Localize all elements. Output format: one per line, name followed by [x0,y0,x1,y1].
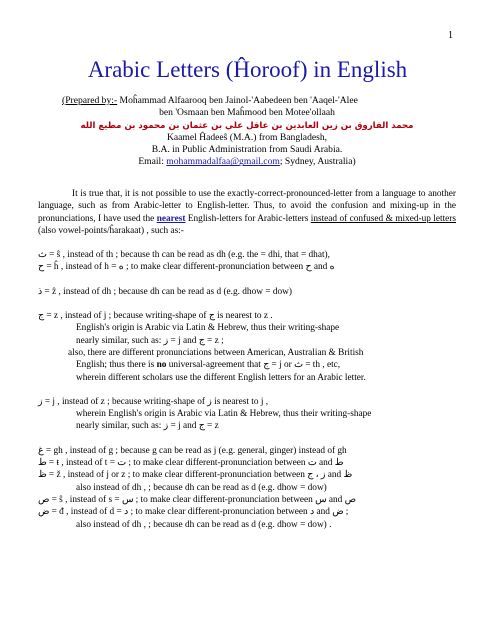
author-qualification-2: B.A. in Public Administration from Saudi Arabia. [151,144,343,156]
intro-text-1: It is true that, it is not possible to use the exactly-correct-pronounced-letter from a language to another language, such as from Arabic-letter to English-letter. Thus, to avoid the confusion and mixing-up in the pronunciations, I have used the [38,189,456,224]
note-no-agreement-1: English; thus there is [76,360,157,371]
letter-line-tha: ث = ŝ , instead of th ; because th can be read as dh (e.g. the = dhi, that = dhat), [38,250,330,261]
author-qualification-1: Kaamel Ĥadeeŝ (M.A.) from Bangladesh, [166,131,328,143]
letter-line-zaa: ظ = ž , instead of j or z ; to make clear different-pronunciation between ز ، ج and ظ [38,470,353,481]
letter-line-taa: ط = ŧ , instead of t = ت ; to make clear different-pronunciation between ت and ط [38,458,344,469]
note-such-as-2: nearly similar, such as: ز = j and ج = z [76,421,219,432]
letter-line-jeem: ج = z , instead of j ; because writing-shape of ج is nearest to z . [38,311,273,322]
location-text: ; Sydney, Australia) [279,156,356,168]
note-pronunciations: also, there are different pronunciations between American, Australian & British [68,347,364,358]
letter-line-zay: ز = j , instead of z ; because writing-shape of ز is nearest to j , [38,396,269,407]
author-name-part-2: ben 'Osmaan ben Maĥmood ben Motee'ollaah [159,107,335,119]
email-link[interactable]: mohammadalfaa@gmail.com [166,156,280,168]
no-emphasis: no [156,360,167,371]
letter-line-ghayn: غ = gh , instead of g ; because g can be read as j (e.g. general, ginger) instead of gh [38,445,347,456]
nearest-emphasis: nearest [156,213,186,224]
note-daad-dh: also instead of dh , ; because dh can be read as d (e.g. dhow = dow) . [76,519,332,530]
document-body [38,188,456,531]
letter-line-saad: ص = ŝ , instead of s = س ; to make clear different-pronunciation between س and ص [38,494,356,505]
arabic-name-text: محمد الفاروق بن زين العابدين بن عاقل علي بن عثمان بن محمود بن مطيع الله [80,120,414,131]
note-english-origin-2: wherein English's origin is Arabic via Latin & Hebrew, thus their writing-shape [76,409,372,420]
letter-line-daad: ض = đ , instead of d = د ; to make clear different-pronunciation between د and ض ; [38,507,349,518]
instead-of-confused-underlined: instead of confused & mixed-up letters [310,213,457,224]
note-no-agreement [38,359,456,371]
note-zaa-dh: also instead of dh , ; because dh can be read as d (e.g. dhow = dow) [76,482,327,493]
note-different-scholars: wherein different scholars use the different English letters for an Arabic letter. [76,372,366,383]
email-label: Email: [138,156,164,168]
author-name-arabic [62,120,432,132]
author-contact [62,156,432,168]
prepared-by-block [62,95,432,169]
note-english-origin: English's origin is Arabic via Latin & Hebrew, thus their writing-shape [76,323,340,334]
page-title: Arabic Letters (Ĥoroof) in English [87,57,408,82]
prepared-by-label: (Prepared by:- [62,95,118,106]
intro-text-3: (also vowel-points/ĥarakaat) , such as:- [38,225,184,236]
note-no-agreement-2: universal-agreement that ج = j or ث = th , etc, [166,360,341,371]
letter-line-thal: ذ = ẑ , instead of dh ; because dh can be read as d (e.g. dhow = dow) [38,286,292,297]
intro-paragraph [38,188,456,237]
prepared-line-1 [62,95,432,107]
author-name-part-1: Moĥammad Alfaarooq ben Jainol-'Aabedeen ben 'Aaqel-'Alee [117,95,358,106]
page-number: 1 [448,30,453,41]
letter-line-haa: ح = ĥ , instead of h = ه ; to make clear different-pronunciation between ح and ه [38,262,335,273]
intro-text-2: English-letters for Arabic-letters [185,213,311,224]
note-such-as-1: nearly similar, such as: ز = j and ج = z ; [76,335,224,346]
